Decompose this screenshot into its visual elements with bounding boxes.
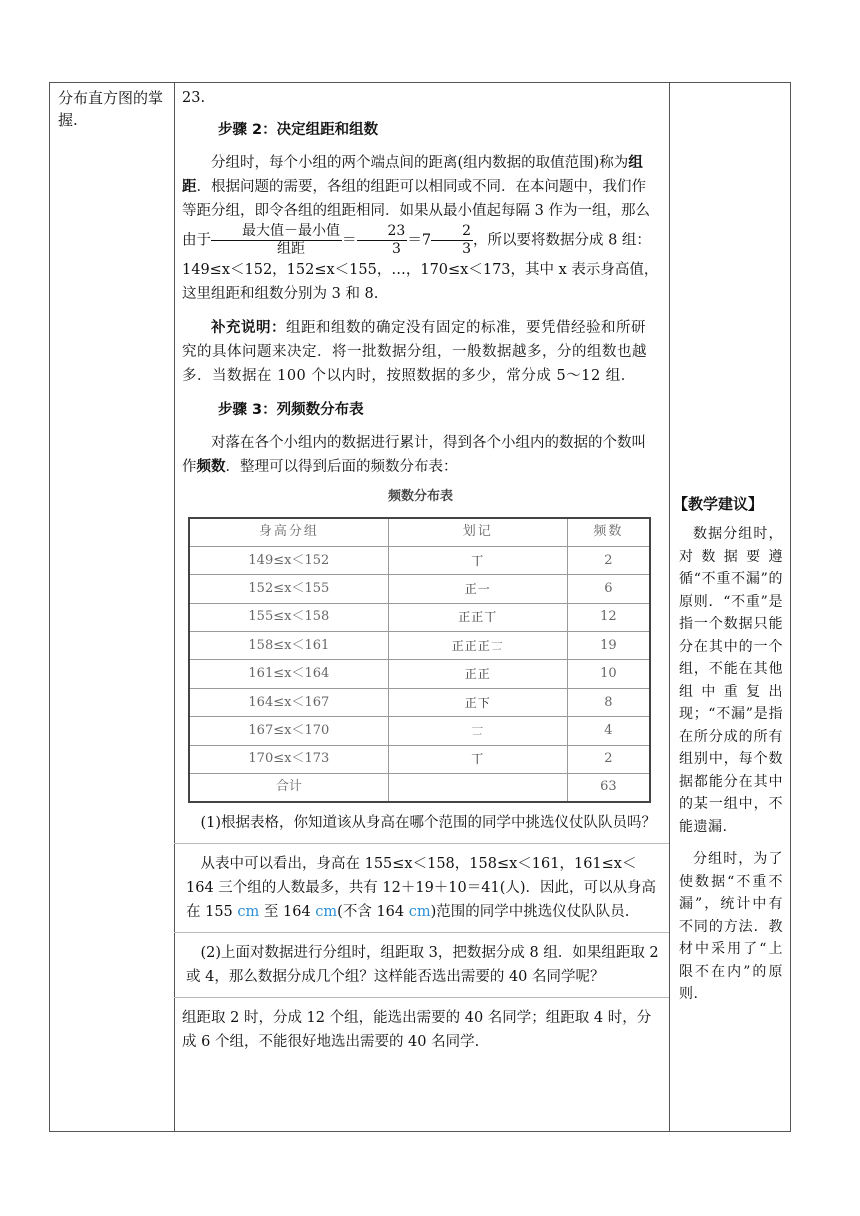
cell-frequency: 12 [567,603,650,631]
text: (不含 164 [337,903,409,920]
header-height-group: 身高分组 [189,518,388,546]
fraction-23-over-3 [357,223,408,258]
cell-range: 164≤x＜167 [189,688,388,716]
top-line: 23. [182,90,206,106]
header-frequency: 频数 [567,518,650,546]
term-group-width: 组距 [182,155,643,195]
text: 对落在各个小组内的数据进行累计，得到各个小组内的数据的个数叫作 [182,435,646,475]
left-column-text: 分布直方图的掌握. [58,89,164,129]
equals: ＝7 [407,232,432,249]
cell-range: 149≤x＜152 [189,546,388,574]
table-row [189,717,650,745]
cell-frequency: 8 [567,688,650,716]
unit-cm: cm [408,903,431,920]
cell-tally: 正正丅 [388,603,567,631]
equals: ＝ [342,232,357,249]
cell-frequency: 6 [567,575,650,603]
cell-frequency: 2 [567,745,650,773]
fraction-numerator: 最大值－最小值 [211,223,342,241]
cell-range: 155≤x＜158 [189,603,388,631]
unit-cm: cm [315,903,338,920]
unit-cm: cm [237,903,260,920]
text: 分组时，每个小组的两个端点间的距离(组内数据的取值范围)称为 [211,155,629,171]
cell-range: 170≤x＜173 [189,745,388,773]
table-row [189,546,650,574]
answer-1 [182,852,659,924]
note-label: 补充说明： [211,320,286,336]
fraction-denominator: 3 [462,241,471,257]
cell-tally: 丅 [388,546,567,574]
cell-range: 152≤x＜155 [189,575,388,603]
paragraph-frequency [182,431,659,479]
table-total-row [189,774,650,802]
table-row [189,603,650,631]
fraction-numerator: 2 [431,223,473,241]
table-row [189,745,650,773]
question-2: (2)上面对数据进行分组时，组距取 3，把数据分成 8 组．如果组距取 2 或 4，那么数据分成几个组？这样能否选出需要的 40 名同学呢？ [186,944,659,985]
text: )范围的同学中挑选仪仗队队员. [430,903,630,920]
lesson-table [49,82,791,1132]
table-header-row [189,518,650,546]
cell-total-tally [388,774,567,802]
text: ．根据问题的需要，各组的组距可以相同或不同．在本问题中，我们作等距分组，即令各组的组距相同．如果从最小值起每隔 3 作为一组，那么由于 [182,179,650,249]
cell-tally: 正正正𠄟 [388,632,567,660]
step3-title: 步骤 3：列频数分布表 [218,402,364,418]
cell-range: 161≤x＜164 [189,660,388,688]
teaching-advice-2: 分组时，为了使数据“不重不漏”，统计中有不同的方法．教材中采用了“上限不在内”的原则. [679,851,783,1002]
text: 从表中可以看出，身高在 155≤x＜158，158≤x＜161，161≤x＜164 三个组的人数最多，共有 12＋19＋10＝41(人)．因此，可以从身高在 155 [186,855,657,920]
fraction-denominator: 3 [391,241,401,257]
cell-tally: 正正 [388,660,567,688]
cell-frequency: 10 [567,660,650,688]
supplementary-note [182,316,659,388]
question-1: (1)根据表格，你知道该从身高在哪个范围的同学中挑选仪仗队队员吗？ [200,814,657,831]
cell-frequency: 4 [567,717,650,745]
text: 至 164 [259,903,316,920]
text: ．整理可以得到后面的频数分布表： [225,459,458,475]
table-row [189,632,650,660]
cell-tally: 正下 [388,688,567,716]
cell-tally: 𠄟 [388,717,567,745]
table-title: 频数分布表 [387,489,453,504]
header-tally: 划记 [388,518,567,546]
teaching-advice-1: 数据分组时，对数据要遵循“不重不漏”的原则．“不重”是指一个数据只能分在其中的一个组，不能在其他组中重复出现；“不漏”是指在所分成的所有组别中，每个数据都能分在其中的某一组中，不能遗漏. [679,526,783,835]
note-text: 组距和组数的确定没有固定的标准，要凭借经验和所研究的具体问题来决定．将一批数据分组，一般数据越多，分的组数也越多．当数据在 100 个以内时，按照数据的多少，常分成 5～12 组． [182,320,647,384]
left-column [50,83,174,131]
frequency-table [188,517,651,803]
step2-title: 步骤 2：决定组距和组数 [218,122,379,138]
fraction-2-over-3 [431,223,473,258]
main-column [174,83,669,1054]
cell-range: 158≤x＜161 [189,632,388,660]
answer-2: 组距取 2 时，分成 12 个组，能选出需要的 40 名同学；组距取 4 时，分成 6 个组，不能很好地选出需要的 40 名同学. [182,1009,652,1050]
table-row [189,660,650,688]
fraction-range-over-width [211,223,342,258]
cell-total-frequency: 63 [567,774,650,802]
fraction-denominator: 组距 [277,241,305,257]
cell-tally: 正一 [388,575,567,603]
cell-total-label: 合计 [189,774,388,802]
cell-range: 167≤x＜170 [189,717,388,745]
cell-tally: 丅 [388,745,567,773]
term-frequency: 频数 [196,459,226,475]
paragraph-group-width [182,151,659,306]
table-row [189,688,650,716]
cell-frequency: 19 [567,632,650,660]
text: ，所以要将数据分成 8 组：149≤x＜152，152≤x＜155，…，170≤x＜173，其中 x 表示身高值，这里组距和组数分别为 3 和 8. [182,232,659,302]
right-column [669,83,791,1006]
teaching-advice-title: 【教学建议】 [673,495,764,513]
cell-frequency: 2 [567,546,650,574]
table-row [189,575,650,603]
fraction-numerator: 23 [357,223,408,241]
